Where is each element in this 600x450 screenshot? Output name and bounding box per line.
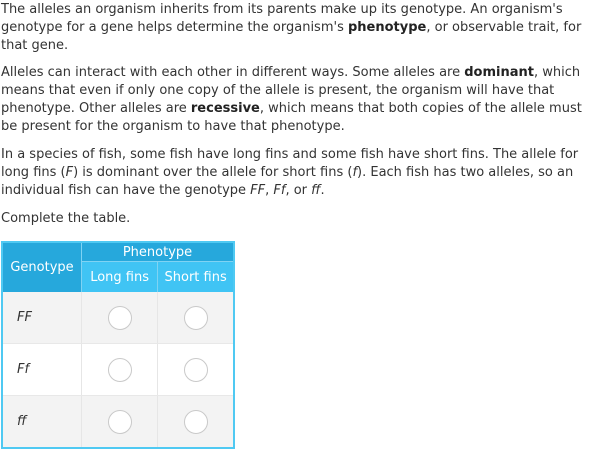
fish-paragraph [1, 146, 599, 200]
long-fins-cell [82, 344, 158, 396]
radio-ff-het-short-fins[interactable] [184, 358, 208, 382]
text: Alleles can interact with each other in different ways. Some alleles are [1, 65, 465, 80]
genotype-symbol: ff [311, 183, 321, 198]
text: , which means that even if only one copy of the allele is present, the organism will have that phenotype. Other alleles are [1, 65, 581, 116]
genotype-cell: Ff [2, 344, 82, 396]
table-row [2, 292, 234, 344]
short-fins-cell [158, 396, 234, 449]
table-row [2, 396, 234, 449]
long-fins-cell [82, 292, 158, 344]
text: , [265, 183, 274, 198]
long-fins-header: Long fins [82, 262, 158, 293]
text: . [320, 183, 325, 198]
text: , or observable trait, for that gene. [1, 20, 582, 53]
long-fins-cell [82, 396, 158, 449]
term-dominant: dominant [464, 65, 534, 80]
term-phenotype: phenotype [347, 20, 427, 35]
genotype-symbol: Ff [273, 183, 286, 198]
radio-ff-rec-long-fins[interactable] [108, 410, 132, 434]
dominance-paragraph [1, 64, 600, 136]
text: The alleles an organism inherits from its parents make up its genotype. An organism's genotype for a gene helps determine the organism's [1, 2, 563, 35]
short-fins-cell [158, 344, 234, 396]
text: , which means that both copies of the allele must be present for the organism to have that phenotype. [1, 101, 582, 134]
radio-ff-short-fins[interactable] [184, 306, 208, 330]
text: In a species of fish, some fish have long fins and some fish have short fins. The allele for long fins ( [1, 147, 579, 180]
genotype-phenotype-table [1, 241, 235, 449]
table-row [2, 344, 234, 396]
intro-paragraph [1, 1, 599, 55]
radio-ff-het-long-fins[interactable] [108, 358, 132, 382]
text: , or [285, 183, 312, 198]
term-recessive: recessive [190, 101, 260, 116]
genotype-header: Genotype [2, 242, 82, 292]
phenotype-header: Phenotype [82, 242, 235, 262]
genotype-symbol: FF [250, 183, 266, 198]
genotype-cell: ff [2, 396, 82, 449]
text: ). Each fish has two alleles, so an individual fish can have the genotype [1, 165, 574, 198]
allele-symbol: f [352, 165, 358, 180]
genotype-cell: FF [2, 292, 82, 344]
radio-ff-long-fins[interactable] [108, 306, 132, 330]
allele-symbol: F [65, 165, 74, 180]
short-fins-header: Short fins [158, 262, 234, 293]
text: ) is dominant over the allele for short fins ( [73, 165, 353, 180]
radio-ff-rec-short-fins[interactable] [184, 410, 208, 434]
short-fins-cell [158, 292, 234, 344]
instruction: Complete the table. [1, 211, 131, 226]
